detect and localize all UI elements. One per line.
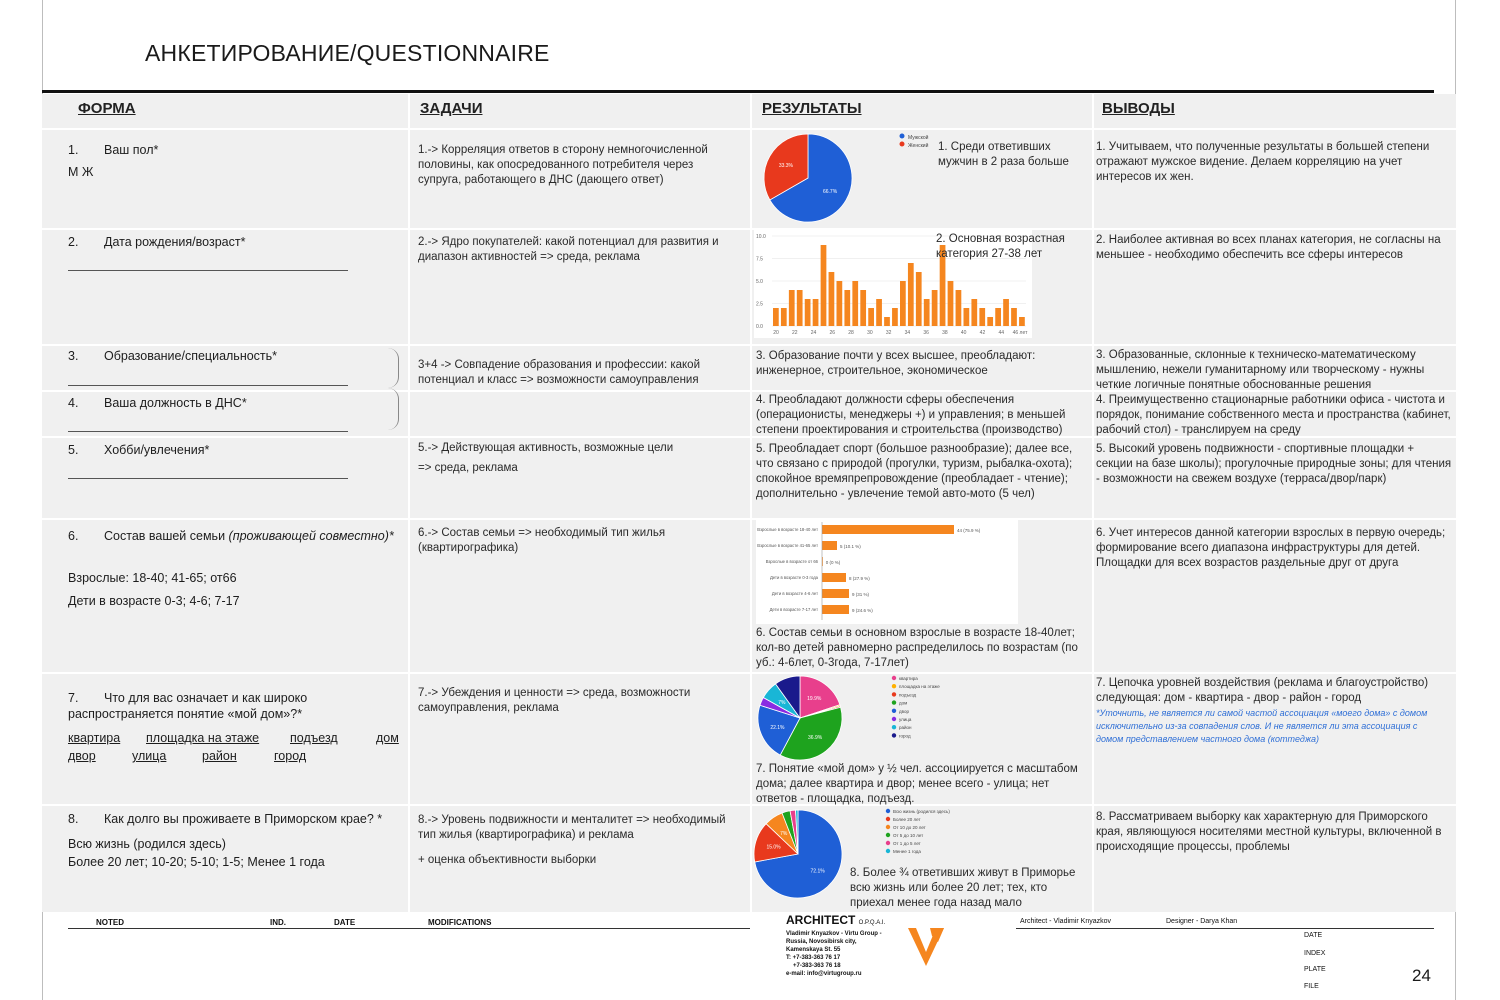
- residence-option-lifetime: Всю жизнь (родился здесь): [68, 837, 226, 851]
- task-2: 2.-> Ядро покупателей: какой потенциал для развития и диапазон активностей => среда, реклама: [418, 236, 719, 263]
- option-house: дом: [376, 731, 399, 745]
- legend-label: Более 20 лет: [893, 817, 921, 822]
- legend-marker: [900, 142, 905, 147]
- title-rule: [42, 90, 1434, 93]
- legend-label: двор: [899, 708, 909, 714]
- task-5: 5.-> Действующая активность, возможные цели: [418, 442, 674, 454]
- footer-rule: [1016, 928, 1434, 929]
- footer-file: FILE: [1304, 983, 1319, 990]
- task-5-env: => среда, реклама: [418, 462, 518, 474]
- slice-label: 19.9%: [807, 696, 822, 703]
- bar: [822, 525, 954, 534]
- answer-line: [68, 431, 348, 432]
- y-tick-label: 5.0: [756, 279, 763, 285]
- bar: [821, 245, 827, 326]
- children-age-options: Дети в возрасте 0-3; 4-6; 7-17: [68, 594, 240, 608]
- option-street: улица: [132, 749, 167, 763]
- result-2: 2. Основная возрастная категория 27-38 лет: [936, 233, 1065, 260]
- row-divider: [42, 518, 1456, 520]
- legend-marker: [892, 692, 896, 696]
- option-apartment: квартира: [68, 731, 121, 745]
- x-tick-label: 22: [791, 330, 798, 336]
- bar: [844, 290, 850, 326]
- footer-ind: IND.: [270, 918, 286, 927]
- x-tick-label: 42: [979, 330, 986, 336]
- y-tick-label: 0.0: [756, 324, 763, 330]
- footer-modifications: MODIFICATIONS: [428, 918, 492, 927]
- legend-marker: [900, 134, 905, 139]
- x-tick-label: 28: [848, 330, 854, 336]
- legend-label: район: [899, 725, 912, 731]
- bar: [932, 290, 938, 326]
- legend-label: От 10 до 20 лет: [893, 825, 926, 830]
- slice-label: 72.1%: [810, 868, 825, 875]
- x-tick-label: 34: [904, 330, 911, 336]
- my-home-pie-chart: [756, 674, 956, 762]
- bar: [822, 605, 849, 614]
- bar: [813, 299, 819, 326]
- architect-address: Vladimir Knyazkov - Virtu Group - Russia, Novosibirsk city, Kamenskaya St. 55 T: +7-383-363 76 17 +7-383-363 76 18 e-mail: info@virtugroup.ru: [786, 931, 882, 977]
- legend-marker: [892, 733, 896, 737]
- virtu-group-logo: [904, 924, 954, 970]
- bar: [892, 308, 898, 326]
- slice-label: 7%: [780, 830, 788, 837]
- footer-noted: NOTED: [96, 918, 124, 927]
- category-label: Дети в возрасте 7-17 лет: [769, 607, 818, 612]
- option-entrance: подъезд: [290, 731, 338, 745]
- bar: [964, 308, 970, 326]
- conclusion-1: 1. Учитываем, что полученные результаты в большей степени отражают мужское видение. Делаем корреляцию на учет интересов их жен.: [1096, 141, 1430, 183]
- result-1: 1. Среди ответивших мужчин в 2 раза больше: [938, 141, 1069, 168]
- conclusion-4: 4. Преимущественно стационарные работники офиса - чистота и порядок, понимание собственного места и пространства (кабинет, рабочий стол) - транслируем на среду: [1096, 394, 1451, 436]
- bar: [829, 272, 835, 326]
- value-label: 9 (24.6 %): [852, 608, 873, 613]
- bar: [876, 299, 882, 326]
- conclusion-7-note: *Уточнить, не является ли самой частой ассоциация «моего дома» с домом исключительно из-за совпадения слов. И не является ли эта ассоциация с домом представлением частного дома (коттеджа): [1096, 708, 1428, 744]
- answer-line: [68, 385, 348, 386]
- legend-label: улица: [899, 717, 912, 722]
- conclusion-6: 6. Учет интересов данной категории взрослых в первую очередь; формирование всего диапазона инфраструктуры для детей. Площадки для всех возрастов раздельные друг от друга: [1096, 527, 1446, 569]
- footer-rule: [68, 928, 750, 929]
- y-tick-label: 10.0: [756, 234, 766, 240]
- option-city: город: [274, 749, 307, 763]
- bar: [924, 299, 930, 326]
- pie-legend: [900, 134, 929, 150]
- bar: [822, 541, 837, 550]
- gender-options: М Ж: [68, 165, 94, 179]
- legend-label: Всю жизнь (родился здесь): [893, 809, 950, 814]
- legend-label: Менее 1 года: [893, 849, 921, 854]
- footer-designer: Designer - Darya Khan: [1166, 918, 1238, 925]
- legend-label: квартира: [899, 676, 918, 681]
- legend-label: площадка на этаже: [899, 684, 940, 690]
- question-3: 3. Образование/специальность*: [68, 349, 278, 363]
- column-divider: [408, 94, 410, 912]
- conclusion-8: 8. Рассматриваем выборку как характерную для Приморского края, являющуюся носителями местной культуры, включенной в происходящие процессы, проблемы: [1096, 811, 1442, 853]
- x-tick-label: 24: [810, 330, 817, 336]
- row-divider: [42, 128, 1456, 130]
- bar: [781, 308, 787, 326]
- question-1: 1. Ваш пол*: [68, 143, 159, 157]
- bar: [908, 263, 914, 326]
- bar: [1019, 317, 1025, 326]
- legend-marker: [886, 817, 890, 821]
- legend-marker: [886, 809, 890, 813]
- legend-marker: [892, 717, 896, 721]
- result-7: 7. Понятие «мой дом» у ½ чел. ассоциируется с масштабом дома; далее квартира и двор; менее всего - улица; нет ответов - площадка, подъезд.: [756, 763, 1078, 805]
- y-tick-label: 7.5: [756, 256, 763, 263]
- question-5: 5. Хобби/увлечения*: [68, 443, 210, 457]
- slice-label: 7%: [778, 699, 786, 706]
- conclusion-7: 7. Цепочка уровней воздействия (реклама и благоустройство) следующая: дом - квартира - двор - район - город: [1096, 677, 1429, 704]
- bar: [852, 281, 858, 326]
- conclusion-5: 5. Высокий уровень подвижности - спортивные площадки + секции на базе школы); прогулочные природные зоны; для чтения - возможности на свежем воздухе (терраса/двор/парк): [1096, 443, 1452, 485]
- y-tick-label: 2.5: [756, 301, 763, 308]
- bar: [971, 299, 977, 326]
- brace-bracket: [388, 388, 399, 430]
- x-tick-label: 46 лет: [1012, 330, 1028, 336]
- task-3-4: 3+4 -> Совпадение образования и профессии: какой потенциал и класс => возможности самоуправления: [418, 359, 700, 386]
- question-7: 7. Что для вас означает и как широко распространяется понятие «мой дом»?*: [68, 691, 308, 721]
- legend-marker: [892, 725, 896, 729]
- legend-marker: [886, 841, 890, 845]
- category-label: Взрослые в возрасте от 66: [765, 559, 818, 564]
- column-divider: [1092, 94, 1094, 912]
- x-tick-label: 36: [923, 330, 929, 336]
- bar: [837, 281, 843, 326]
- category-label: Дети в возрасте 4-6 лет: [771, 591, 818, 596]
- row-divider: [42, 344, 1456, 346]
- legend-marker: [892, 684, 896, 688]
- footer-plate: PLATE: [1304, 966, 1326, 973]
- value-label: 44 (75.9 %): [957, 528, 981, 533]
- slice-label: 22.1%: [770, 725, 785, 732]
- result-6: 6. Состав семьи в основном взрослые в возрасте 18-40лет; кол-во детей равномерно распределилось по возрастам (по уб.: 4-6лет, 0-3года, 7-17лет): [756, 627, 1078, 669]
- bar: [789, 290, 795, 326]
- x-tick-label: 30: [867, 330, 873, 336]
- value-label: 5 (10.1 %): [840, 544, 861, 549]
- bar: [979, 308, 985, 326]
- result-8: 8. Более ¾ ответивших живут в Приморье всю жизнь или более 20 лет; тех, кто приехал менее года назад мало: [850, 867, 1076, 909]
- slice-label: 36.9%: [808, 735, 823, 742]
- legend-label: Женский: [908, 143, 929, 149]
- x-tick-label: 20: [773, 330, 779, 336]
- bar: [900, 281, 906, 326]
- legend-label: От 5 до 10 лет: [893, 833, 924, 838]
- bar: [797, 290, 803, 326]
- category-label: Взрослые в возрасте 41-65 лет: [757, 543, 818, 548]
- bar: [916, 272, 922, 326]
- task-1: 1.-> Корреляция ответов в сторону немногочисленной половины, как опосредованного потребителя через супруга, работающего в ДНС (дающего ответ): [418, 144, 708, 186]
- bar: [995, 308, 1001, 326]
- result-5: 5. Преобладает спорт (большое разнообразие); далее все, что связано с природой (прогулки, туризм, рыбалка-охота); спокойное времяпрепровождение (преобладает - чтение); дополнительно - увлечение темой авто-мото (5 чел): [756, 443, 1073, 500]
- option-yard: двор: [68, 749, 96, 763]
- category-label: Взрослые в возрасте 18-40 лет: [757, 527, 818, 532]
- bar: [860, 290, 866, 326]
- task-6: 6.-> Состав семьи => необходимый тип жилья (квартирографика): [418, 527, 666, 554]
- x-tick-label: 44: [998, 330, 1005, 336]
- x-tick-label: 32: [885, 330, 892, 336]
- bar: [773, 308, 779, 326]
- task-8-sample: + оценка объективности выборки: [418, 854, 597, 866]
- bar: [822, 573, 846, 582]
- legend-marker: [886, 825, 890, 829]
- slice-label: 66.7%: [822, 188, 838, 195]
- bar: [948, 281, 954, 326]
- page-number: 24: [1412, 966, 1431, 985]
- adults-age-options: Взрослые: 18-40; 41-65; от66: [68, 571, 237, 585]
- legend-marker: [892, 709, 896, 713]
- legend-label: Мужской: [908, 135, 929, 141]
- option-floor-landing: площадка на этаже: [146, 731, 260, 745]
- header-tasks: ЗАДАЧИ: [420, 100, 483, 117]
- row-divider: [42, 672, 1456, 674]
- x-tick-label: 38: [942, 330, 948, 336]
- footer-architect: ARCHITECT O.P.Q.A.I.: [786, 913, 886, 927]
- value-label: 0 (0 %): [825, 560, 841, 565]
- footer-architect-name: Architect - Vladimir Knyazkov: [1020, 918, 1112, 925]
- bar: [1003, 299, 1009, 326]
- task-8: 8.-> Уровень подвижности и менталитет => необходимый тип жилья (квартирографика) и реклама: [418, 814, 726, 841]
- answer-line: [68, 478, 348, 479]
- footer-date: DATE: [1304, 932, 1323, 939]
- question-4: 4. Ваша должность в ДНС*: [68, 396, 247, 410]
- header-conclusions: ВЫВОДЫ: [1102, 100, 1175, 117]
- brace-bracket: [388, 348, 399, 388]
- column-divider: [750, 94, 752, 912]
- footer-index: INDEX: [1304, 950, 1326, 957]
- bar: [1011, 308, 1017, 326]
- category-label: Дети в возрасте 0-3 года: [770, 575, 818, 580]
- bar: [987, 317, 993, 326]
- legend-label: город: [899, 733, 911, 739]
- answer-line: [68, 270, 348, 271]
- bar: [884, 317, 890, 326]
- value-label: 8 (27.9 %): [849, 576, 870, 581]
- conclusion-2: 2. Наиболее активная во всех планах категория, не согласны на меньшее - необходимо обеспечить все сферы интересов: [1096, 234, 1441, 261]
- bar: [822, 589, 849, 598]
- x-tick-label: 40: [960, 330, 967, 336]
- legend-label: дом: [899, 700, 908, 706]
- question-2: 2. Дата рождения/возраст*: [68, 235, 246, 249]
- residence-option-years: Более 20 лет; 10-20; 5-10; 1-5; Менее 1 года: [68, 855, 325, 869]
- legend-marker: [892, 700, 896, 704]
- legend-label: От 1 до 5 лет: [893, 841, 921, 846]
- header-form: ФОРМА: [78, 100, 136, 117]
- bar: [956, 290, 962, 326]
- question-6: 6. Состав вашей семьи (проживающей совместно)*: [68, 529, 394, 543]
- legend-marker: [886, 849, 890, 853]
- task-7: 7.-> Убеждения и ценности => среда, возможности самоуправления, реклама: [418, 687, 691, 714]
- value-label: 9 (31 %): [852, 592, 870, 597]
- legend-marker: [892, 676, 896, 680]
- result-3: 3. Образование почти у всех высшее, преобладают: инженерное, строительное, экономическое: [756, 350, 1036, 377]
- bar: [868, 308, 874, 326]
- question-8: 8. Как долго вы проживаете в Приморском крае? *: [68, 812, 383, 826]
- option-district: район: [202, 749, 237, 763]
- slice-label: 15.0%: [766, 844, 781, 851]
- legend-label: подъезд: [899, 692, 917, 698]
- page-title: АНКЕТИРОВАНИЕ/QUESTIONNAIRE: [145, 40, 550, 66]
- result-4: 4. Преобладают должности сферы обеспечения (операционисты, менеджеры +) и управления; в меньшей степени проектирования и строительства (производство): [756, 394, 1066, 436]
- x-tick-label: 26: [829, 330, 836, 336]
- footer-date-col: DATE: [334, 918, 356, 927]
- conclusion-3: 3. Образованные, склонные к техническо-математическому мышлению, нежели гуманитарному или творческому - нужны четкие логичные понятные обоснованные решения: [1096, 349, 1425, 391]
- row-divider: [42, 228, 1456, 230]
- questionnaire-table: [42, 94, 1456, 912]
- legend-marker: [886, 833, 890, 837]
- slice-label: 33.3%: [778, 163, 794, 170]
- bar: [805, 299, 811, 326]
- family-bar-chart: [756, 520, 1018, 624]
- row-divider: [42, 804, 1456, 806]
- header-results: РЕЗУЛЬТАТЫ: [762, 100, 862, 117]
